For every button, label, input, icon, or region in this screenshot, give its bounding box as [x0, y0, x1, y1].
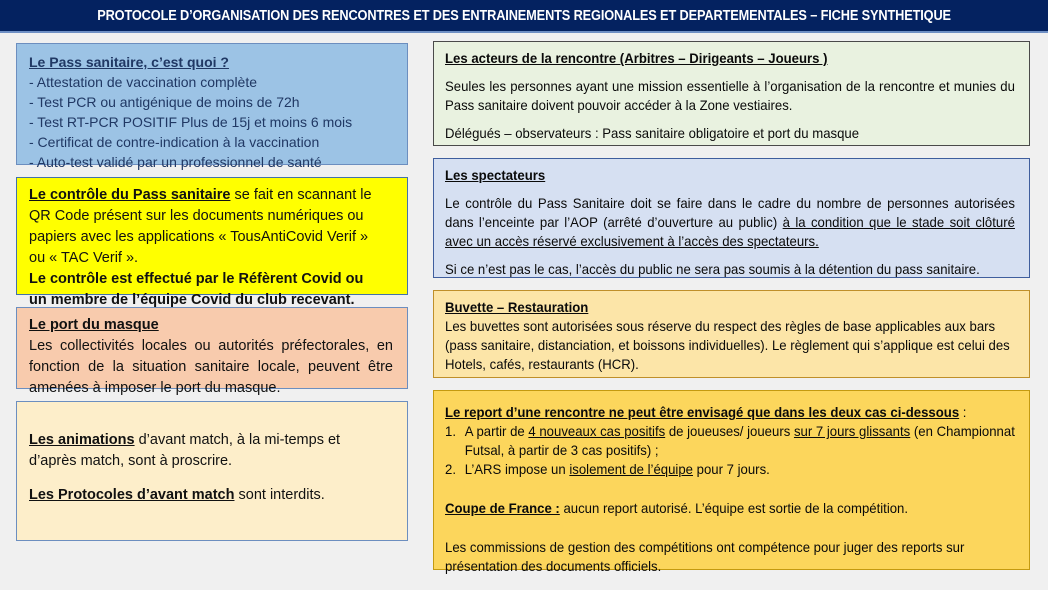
acteurs-paragraph-1: Seules les personnes ayant une mission essentielle à l’organisation de la rencontre et munies du Pass sanitaire doivent pouvoir accéder à la Zone vestiaires.: [445, 78, 1015, 113]
pass-sanitaire-item: - Test PCR ou antigénique de moins de 72h: [29, 94, 300, 110]
protocoles-line: [29, 485, 397, 506]
content-area: [0, 33, 1048, 590]
report-item-2-underline-1: isolement de l’équipe: [569, 461, 693, 477]
spectateurs-p1-underlined: à la condition que le stade soit clôturé avec un accès réservé exclusivement à l’accès des spectateurs.: [445, 214, 1015, 249]
pass-sanitaire-item: - Auto-test validé par un professionnel de santé: [29, 154, 322, 170]
controle-pass-bold-line1: Le contrôle est effectué par le Réfèrent Covid ou: [29, 271, 364, 287]
report-item-1-a: A partir de: [464, 423, 529, 439]
controle-pass-line3: papiers avec les applications « TousAntiCovid Verif »: [29, 229, 369, 245]
title-banner: [0, 0, 1048, 33]
report-item-1: [445, 422, 1015, 460]
report-item-2-b: pour 7 jours.: [692, 461, 770, 477]
right-column: [433, 41, 1030, 582]
report-item-2-number: 2.: [445, 461, 456, 477]
report-item-1-underline-2: sur 7 jours glissants: [793, 423, 911, 439]
left-column: [16, 43, 408, 553]
coupe-de-france-line: [445, 499, 1015, 518]
controle-pass-line2: QR Code présent sur les documents numériques ou: [29, 208, 364, 224]
spacer: [445, 185, 1015, 194]
port-du-masque-heading: Le port du masque: [29, 317, 159, 333]
spectateurs-paragraph-1: [445, 194, 1015, 251]
spectateurs-heading: Les spectateurs: [445, 167, 546, 183]
box-report-rencontre: [433, 390, 1030, 574]
animations-line1: [29, 430, 397, 451]
acteurs-heading: Les acteurs de la rencontre (Arbitres – Dirigeants – Joueurs ): [445, 50, 828, 66]
box-animations: [16, 401, 408, 541]
box-port-du-masque: [16, 307, 408, 396]
report-item-1-number: 1.: [445, 423, 456, 439]
spacer: [445, 251, 1015, 260]
spacer: [445, 479, 1015, 499]
spacer: [445, 115, 1015, 124]
report-heading: Le report d’une rencontre ne peut être envisagé que dans les deux cas ci-dessous: [445, 404, 960, 420]
pass-sanitaire-item: - Attestation de vaccination complète: [29, 74, 258, 90]
report-item-1-b: de joueuses/ joueurs: [665, 423, 794, 439]
animations-rest-2: sont interdits.: [234, 487, 325, 503]
report-item-1-underline-1: 4 nouveaux cas positifs: [528, 423, 666, 439]
controle-pass-line4: ou « TAC Verif ».: [29, 250, 139, 266]
report-item-1-c: (en Championnat Futsal, à partir de 3 cas positifs) ;: [464, 423, 1015, 458]
animations-line2: d’après match, sont à proscrire.: [29, 453, 233, 469]
box-acteurs: [433, 41, 1030, 146]
box-spectateurs: [433, 158, 1030, 278]
report-item-2-a: L’ARS impose un: [464, 461, 570, 477]
report-item-2: [445, 460, 1015, 479]
box-controle-pass: [16, 177, 408, 308]
controle-pass-line1-rest: se fait en scannant le: [230, 187, 372, 203]
animations-rest-1: d’avant match, à la mi-temps et: [134, 432, 341, 448]
spacer: [445, 518, 1015, 538]
report-item-2-body: [465, 460, 1015, 479]
commissions-text: Les commissions de gestion des compétitions ont compétence pour juger des reports sur présentation des documents officiels.: [445, 539, 965, 574]
coupe-de-france-rest: aucun report autorisé. L’équipe est sortie de la compétition.: [559, 500, 909, 516]
pass-sanitaire-heading: Le Pass sanitaire, c’est quoi ?: [29, 54, 229, 70]
controle-pass-bold-line2: un membre de l’équipe Covid du club recevant.: [29, 292, 355, 308]
buvette-heading: Buvette – Restauration: [445, 299, 589, 315]
buvette-body: Les buvettes sont autorisées sous réserve du respect des règles de base applicables aux bars (pass sanitaire, distanciation, et boissons individuelles). Le règlement qui s’applique est celui des Hotels, cafés, restaurants (HCR).: [445, 318, 1010, 372]
pass-sanitaire-item: - Test RT-PCR POSITIF Plus de 15j et moins 6 mois: [29, 114, 353, 130]
spectateurs-p1-plain: Le contrôle du Pass Sanitaire doit se faire dans le cadre du nombre de personnes autorisées dans l’enceinte par l’AOP (arrêté d’ouverture au public): [445, 195, 1015, 230]
controle-pass-line1: [29, 185, 397, 206]
report-heading-colon: :: [959, 404, 967, 420]
port-du-masque-body: Les collectivités locales ou autorités préfectorales, en fonction de la situation sanitaire locale, peuvent être amenées à imposer le port du masque.: [29, 338, 393, 396]
page-title: PROTOCOLE D’ORGANISATION DES RENCONTRES ET DES ENTRAINEMENTS REGIONALES ET DEPARTEMENTALES – FICHE SYNTHETIQUE: [97, 7, 951, 24]
animations-bold-2: Les Protocoles d’avant match: [29, 487, 235, 503]
coupe-de-france-label: Coupe de France :: [445, 500, 560, 516]
report-heading-line: [445, 403, 1015, 422]
acteurs-paragraph-2: Délégués – observateurs : Pass sanitaire obligatoire et port du masque: [445, 125, 860, 141]
report-item-1-body: [465, 422, 1015, 460]
box-buvette: [433, 290, 1030, 378]
spacer: [29, 472, 397, 485]
box-pass-sanitaire: [16, 43, 408, 170]
spectateurs-paragraph-2: Si ce n’est pas le cas, l’accès du public ne sera pas soumis à la détention du pass sanitaire.: [445, 261, 980, 277]
controle-pass-heading: Le contrôle du Pass sanitaire: [29, 187, 231, 203]
pass-sanitaire-item: - Certificat de contre-indication à la vaccination: [29, 134, 320, 150]
animations-bold-1: Les animations: [29, 432, 135, 448]
spacer: [445, 68, 1015, 77]
